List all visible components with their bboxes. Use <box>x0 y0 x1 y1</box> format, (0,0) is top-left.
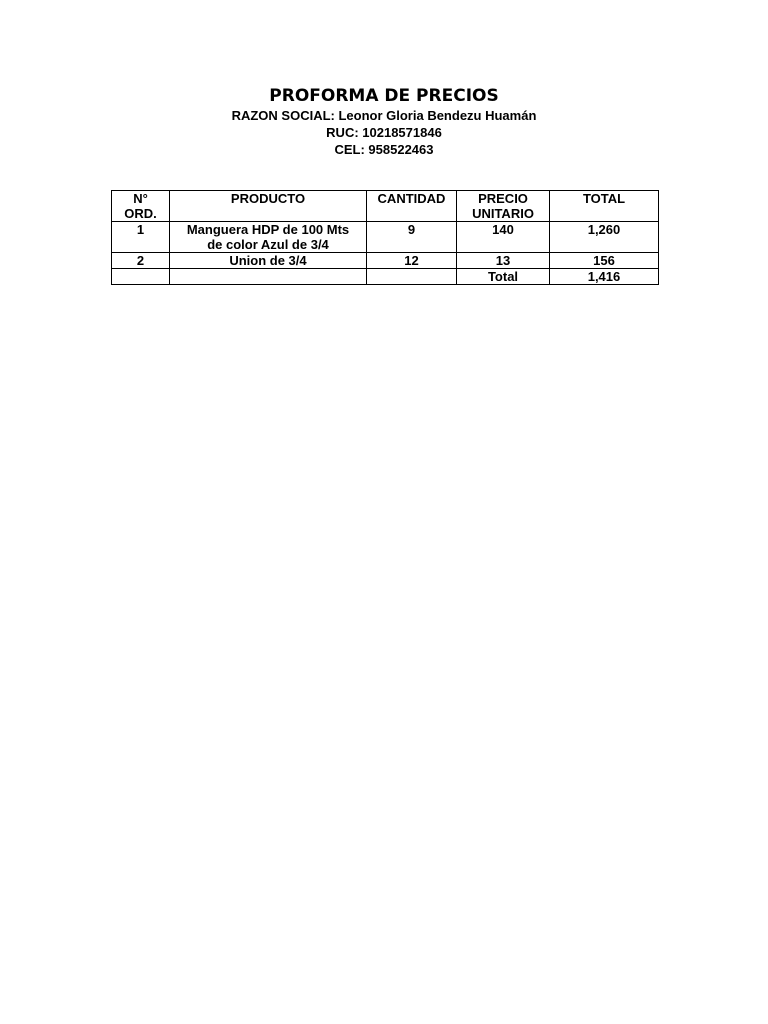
table-row <box>112 222 659 253</box>
footer-empty-order <box>112 269 170 285</box>
header-order-line2: ORD. <box>124 206 157 221</box>
price-table-container <box>111 190 658 285</box>
footer-total-label: Total <box>457 269 550 285</box>
document-title: PROFORMA DE PRECIOS <box>269 86 499 106</box>
row2-unit-price: 13 <box>457 253 550 269</box>
row2-order: 2 <box>112 253 170 269</box>
row1-product-line2: de color Azul de 3/4 <box>207 237 329 252</box>
table-header-row <box>112 191 659 222</box>
header-total: TOTAL <box>550 191 659 222</box>
row1-order: 1 <box>112 222 170 253</box>
row1-total: 1,260 <box>550 222 659 253</box>
row2-total: 156 <box>550 253 659 269</box>
footer-empty-product <box>170 269 367 285</box>
footer-empty-quantity <box>367 269 457 285</box>
razon-social: RAZON SOCIAL: Leonor Gloria Bendezu Huamán <box>231 108 537 123</box>
header-price-line2: UNITARIO <box>472 206 534 221</box>
row1-unit-price: 140 <box>457 222 550 253</box>
header-order-line1: N° <box>133 191 148 206</box>
document-header <box>0 85 768 158</box>
cel: CEL: 958522463 <box>334 142 434 157</box>
table-row <box>112 253 659 269</box>
ruc: RUC: 10218571846 <box>326 125 442 140</box>
header-unit-price <box>457 191 550 222</box>
row1-product <box>170 222 367 253</box>
table-footer-row <box>112 269 659 285</box>
header-order <box>112 191 170 222</box>
row1-product-line1: Manguera HDP de 100 Mts <box>186 222 350 237</box>
row2-product: Union de 3/4 <box>170 253 367 269</box>
footer-grand-total: 1,416 <box>550 269 659 285</box>
price-table <box>111 190 659 285</box>
row1-quantity: 9 <box>367 222 457 253</box>
header-quantity: CANTIDAD <box>367 191 457 222</box>
row2-quantity: 12 <box>367 253 457 269</box>
header-product: PRODUCTO <box>170 191 367 222</box>
header-price-line1: PRECIO <box>478 191 528 206</box>
